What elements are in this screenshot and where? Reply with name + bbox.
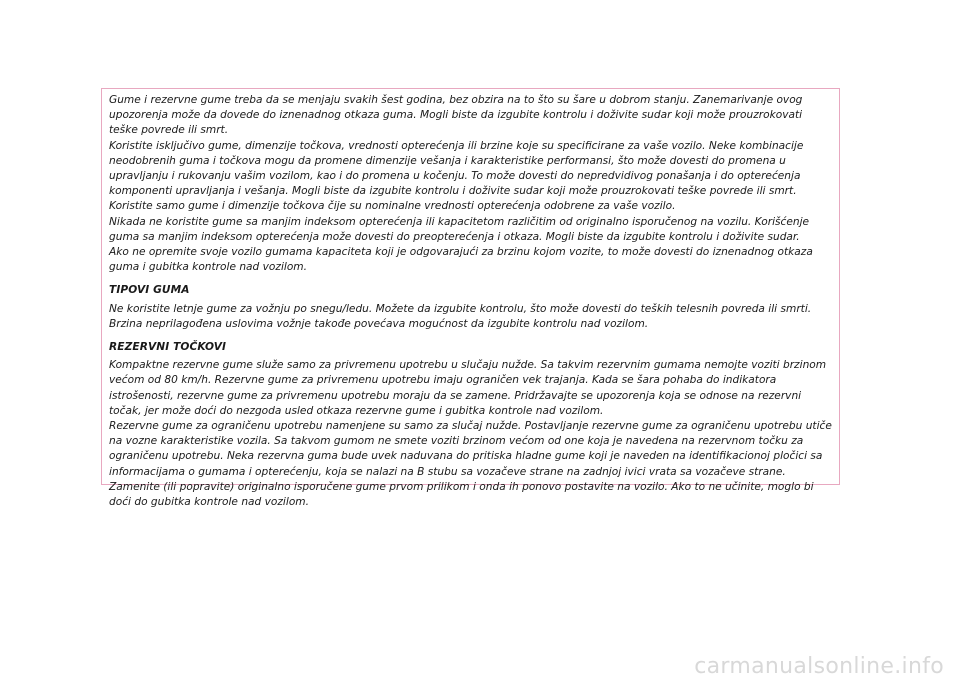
section-heading-tire-types: TIPOVI GUMA — [109, 284, 190, 297]
section-heading-spare-wheels: REZERVNI TOČKOVI — [109, 341, 227, 354]
site-watermark: carmanualsonline.info — [694, 654, 944, 679]
spare-wheels-paragraph-2: Rezervne gume za ograničenu upotrebu namenjene su samo za slučaj nužde. Postavljanje rezervne gume za ograničenu upotrebu utiče na vozne karakteristike vozila. Sa takvom gumom ne smete voziti brzinom većom od one koja je navedena na rezervnom točku za ograničenu upotrebu. Neka rezervna guma bude uvek naduvana do pritiska hladne gume koji je naveden na identifikacionoj pločici sa informacijama o gumama i opterećenju, koja se nalazi na B stubu sa vozačeve strane na zadnjoj ivici vrata sa vozačeve strane. Zamenite (ili popravite) originalno isporučene gume prvom prilikom i onda ih ponovo postavite na vozilo. Ako to ne učinite, moglo bi doći do gubitka kontrole nad vozilom. — [109, 420, 832, 509]
warning-paragraph-4: Ako ne opremite svoje vozilo gumama kapaciteta koji je odgovarajući za brzinu kojom vozite, to može dovesti do iznenadnog otkaza guma i gubitka kontrole nad vozilom. — [109, 246, 813, 274]
warning-paragraph-3: Nikada ne koristite gume sa manjim indeksom opterećenja ili kapacitetom različitim od originalno isporučenog na vozilu. Korišćenje guma sa manjim indeksom opterećenja može dovesti do preopterećenja i otkaza. Mogli biste da izgubite kontrolu i doživite sudar. — [109, 215, 810, 243]
warning-paragraph-1: Gume i rezervne gume treba da se menjaju svakih šest godina, bez obzira na to što su šare u dobrom stanju. Zanemarivanje ovog upozorenja može da dovede do iznenadnog otkaza guma. Mogli biste da izgubite kontrolu i doživite sudar koji može prouzrokovati teške povrede ili smrt. — [109, 94, 803, 137]
warning-paragraph-2: Koristite isključivo gume, dimenzije točkova, vrednosti opterećenja ili brzine koje su specificirane za vaše vozilo. Neke kombinacije neodobrenih guma i točkova mogu da promene dimenzije vešanja i karakteristike performansi, što može dovesti do promena u upravljanju i rukovanju vašim vozilom, kao i do promena u kočenju. To može dovesti do nepredvidivog ponašanja i do opterećenja komponenti upravljanja i vešanja. Mogli biste da izgubite kontrolu i doživite sudar koji može prouzrokovati teške povrede ili smrt. Koristite samo gume i dimenzije točkova čije su nominalne vrednosti opterećenja odobrene za vaše vozilo. — [109, 139, 804, 213]
tire-types-paragraph: Ne koristite letnje gume za vožnju po snegu/ledu. Možete da izgubite kontrolu, što može dovesti do teških telesnih povreda ili smrti. Brzina neprilagođena uslovima vožnje takođe povećava mogućnost da izgubite kontrolu nad vozilom. — [109, 302, 812, 330]
warning-box — [101, 88, 840, 509]
spare-wheels-paragraph-1: Kompaktne rezervne gume služe samo za privremenu upotrebu u slučaju nužde. Sa takvim rezervnim gumama nemojte voziti brzinom većom od 80 km/h. Rezervne gume za privremenu upotrebu imaju ograničen vek trajanja. Kada se šara pohaba do indikatora istrošenosti, rezervne gume za privremenu upotrebu moraju da se zamene. Pridržavajte se upozorenja koja se odnose na rezervni točak, jer može doći do nezgoda usled otkaza rezervne gume i gubitka kontrole nad vozilom. — [109, 359, 827, 417]
